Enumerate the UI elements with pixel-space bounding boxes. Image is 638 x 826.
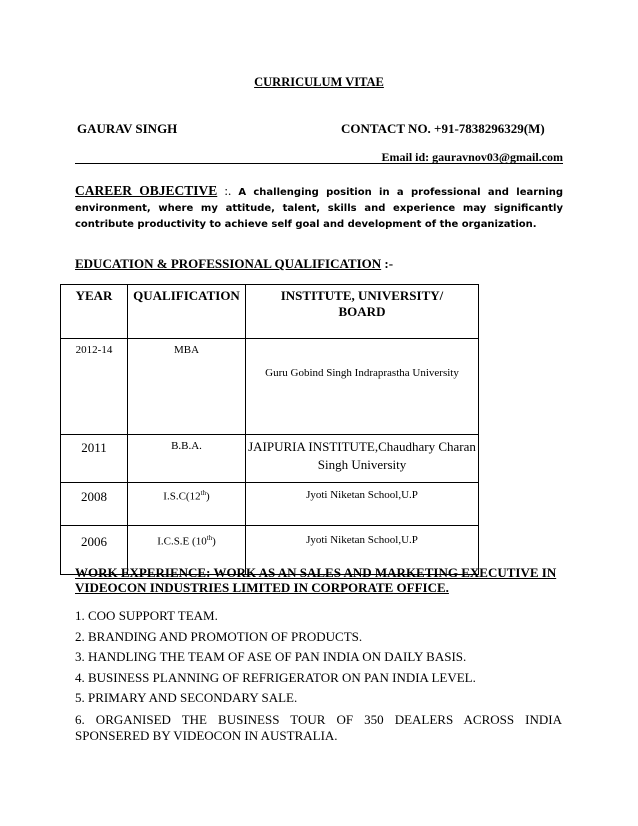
table-row <box>61 435 479 483</box>
candidate-name: GAURAV SINGH <box>77 121 178 136</box>
cell-institute: Guru Gobind Singh Indraprastha University <box>246 339 479 435</box>
table-row <box>61 339 479 435</box>
email-address: gauravnov03@gmail.com <box>432 150 563 164</box>
cell-qualification: MBA <box>128 339 246 435</box>
career-objective-separator: :. <box>217 183 239 198</box>
career-objective-text: A challenging position in a professional and learning environment, where my attitude, talent, skills and experience may significantly contribute productivity to achieve self goal and development of the organization <box>75 187 563 230</box>
table-row <box>61 483 479 526</box>
work-experience-heading: WORK EXPERIENCE: WORK AS AN SALES AND MARKETING EXECUTIVE IN VIDEOCON INDUSTRIES LIMITED IN CORPORATE OFFICE. <box>75 565 557 595</box>
qualification-end: ) <box>206 490 210 503</box>
email-label: Email id: <box>381 150 433 164</box>
qualification-table <box>60 284 479 575</box>
career-objective-heading: CAREER OBJECTIVE <box>75 183 218 198</box>
cell-qualification <box>128 483 246 526</box>
education-heading-text: EDUCATION & PROFESSIONAL QUALIFICATION <box>75 256 382 271</box>
column-header-qualification: QUALIFICATION <box>128 285 246 339</box>
column-header-institute-text: INSTITUTE, UNIVERSITY/ BOARD <box>280 288 444 319</box>
list-item: 1. COO SUPPORT TEAM. <box>75 608 218 623</box>
career-objective-end: . <box>532 219 537 230</box>
header-divider <box>75 163 563 164</box>
list-item: 3. HANDLING THE TEAM OF ASE OF PAN INDIA ON DAILY BASIS. <box>75 649 467 664</box>
qualification-end: ) <box>212 535 216 548</box>
qualification-text: I.S.C(12 <box>163 490 201 503</box>
career-objective <box>75 183 563 233</box>
contact-number: CONTACT NO. +91-7838296329(M) <box>341 121 545 136</box>
table-header-row <box>61 285 479 339</box>
cell-year: 2008 <box>61 483 128 526</box>
column-header-year: YEAR <box>61 285 128 339</box>
cell-qualification: B.B.A. <box>128 435 246 483</box>
qualification-sup: th <box>200 489 207 497</box>
qualification-text: I.C.S.E (10 <box>157 535 207 548</box>
list-item: 2. BRANDING AND PROMOTION OF PRODUCTS. <box>75 628 363 644</box>
list-item: 4. BUSINESS PLANNING OF REFRIGERATOR ON PAN INDIA LEVEL. <box>75 669 476 685</box>
qualification-sup: th <box>206 534 213 542</box>
education-heading <box>75 256 393 272</box>
list-item: 5. PRIMARY AND SECONDARY SALE. <box>75 690 298 705</box>
cell-institute: Jyoti Niketan School,U.P <box>246 483 479 526</box>
cell-institute: Jyoti Niketan School,U.P <box>246 526 479 575</box>
page-title: CURRICULUM VITAE <box>254 75 384 89</box>
cell-year: 2011 <box>61 435 128 483</box>
work-experience-list <box>75 606 562 744</box>
list-item: 6. ORGANISED THE BUSINESS TOUR OF 350 DEALERS ACROSS INDIA SPONSERED BY VIDEOCON IN AUSTRALIA. <box>75 711 562 743</box>
education-heading-suffix: :- <box>381 256 394 271</box>
cell-year: 2006 <box>61 526 128 575</box>
column-header-institute <box>246 285 479 339</box>
cell-institute: JAIPURIA INSTITUTE,Chaudhary Charan Singh University <box>246 435 479 483</box>
cell-year: 2012-14 <box>61 339 128 435</box>
